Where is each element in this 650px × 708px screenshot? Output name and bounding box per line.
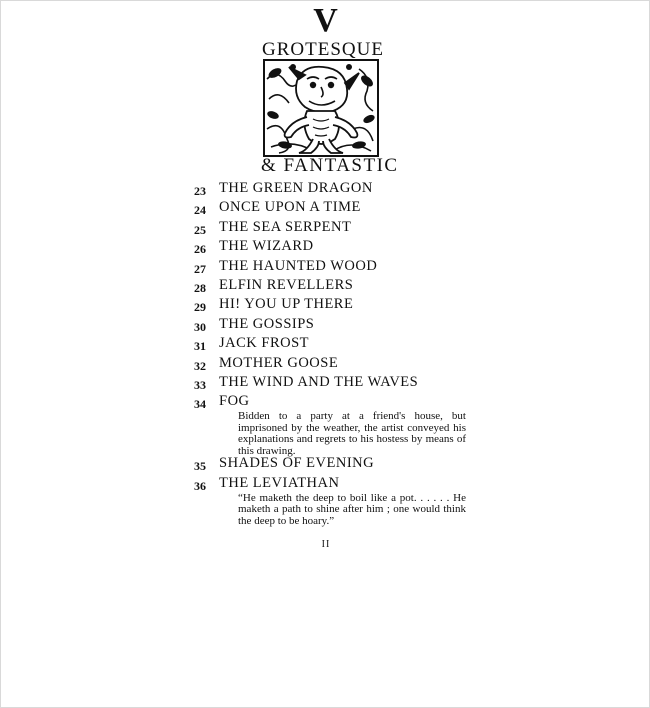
- page-number: II: [321, 539, 331, 550]
- plate-entry: [194, 454, 484, 473]
- plate-title: THE GOSSIPS: [219, 315, 315, 332]
- plate-title: THE HAUNTED WOOD: [219, 257, 378, 274]
- plate-number: 29: [194, 300, 206, 315]
- plate-title: THE WIND AND THE WAVES: [219, 373, 419, 390]
- plate-number: 33: [194, 377, 206, 392]
- plate-title: ELFIN REVELLERS: [219, 276, 354, 293]
- plate-title: HI! YOU UP THERE: [219, 296, 354, 313]
- plate-number: 30: [194, 319, 206, 334]
- plate-number: 25: [194, 222, 206, 237]
- plate-description: Bidden to a party at a friend's house, but imprisoned by the weather, the artist conveyed his explanations and regrets to his hostess by means of this drawing.: [238, 410, 466, 457]
- plate-entry: [194, 334, 484, 353]
- plate-entry: [194, 315, 484, 334]
- plate-number: 26: [194, 242, 206, 257]
- plate-entry: [194, 237, 484, 256]
- plate-description: “He maketh the deep to boil like a pot. . . . . . He maketh a path to shine after him ; one would think the deep to be hoary.”: [238, 491, 466, 527]
- plate-number: 28: [194, 280, 206, 295]
- plate-title: JACK FROST: [219, 335, 310, 352]
- plate-number: 24: [194, 203, 206, 218]
- plate-title: ONCE UPON A TIME: [219, 199, 361, 216]
- plate-title: THE LEVIATHAN: [219, 474, 340, 491]
- plate-entry: [194, 276, 484, 295]
- plate-number: 27: [194, 261, 206, 276]
- section-numeral: V: [313, 2, 339, 39]
- plate-number: 34: [194, 397, 206, 412]
- plate-number: 32: [194, 358, 206, 373]
- section-heading-bottom: & FANTASTIC: [261, 155, 399, 176]
- plate-entry: [194, 474, 484, 526]
- plate-list: [194, 179, 484, 526]
- section-heading-top: GROTESQUE: [262, 39, 384, 60]
- plate-entry: [194, 257, 484, 276]
- plate-number: 23: [194, 184, 206, 198]
- plate-entry: [194, 373, 484, 392]
- plate-title: MOTHER GOOSE: [219, 354, 339, 371]
- plate-entry: [194, 218, 484, 237]
- plate-title: SHADES OF EVENING: [219, 455, 375, 472]
- plate-entry: [194, 354, 484, 373]
- plate-entry: [194, 198, 484, 217]
- plate-entry: [194, 179, 484, 198]
- plate-number: 36: [194, 478, 206, 493]
- grotesque-illustration: [263, 59, 379, 157]
- plate-title: FOG: [219, 393, 250, 410]
- plate-number: 35: [194, 459, 206, 474]
- plate-number: 31: [194, 339, 206, 354]
- plate-title: THE SEA SERPENT: [219, 218, 352, 235]
- plate-title: THE WIZARD: [219, 238, 314, 255]
- plate-entry: [194, 295, 484, 314]
- plate-entry: [194, 392, 484, 457]
- plate-title: THE GREEN DRAGON: [219, 180, 373, 196]
